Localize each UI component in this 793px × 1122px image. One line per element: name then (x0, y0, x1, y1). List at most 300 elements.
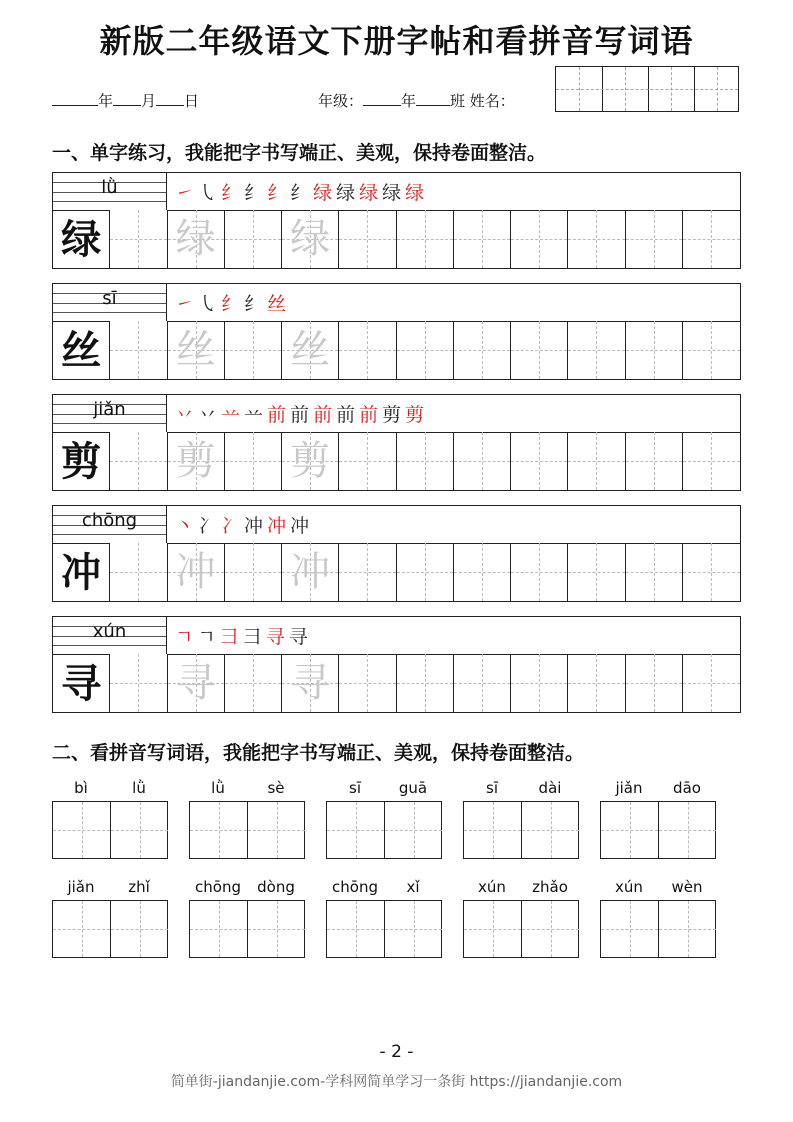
writing-cell[interactable] (225, 432, 282, 490)
stroke-order-sequence (175, 178, 428, 205)
word-cell[interactable] (601, 901, 658, 957)
cell-guide-h (225, 461, 281, 462)
writing-cell[interactable] (53, 654, 110, 712)
stroke-step: 绿 (405, 182, 429, 204)
cell-guide-h (397, 461, 453, 462)
word-writing-boxes[interactable] (52, 801, 168, 859)
year-label: 年 (98, 92, 114, 110)
writing-cell[interactable] (110, 210, 167, 268)
day-label: 日 (184, 92, 200, 110)
writing-cell[interactable] (511, 210, 568, 268)
word-cell-separator (384, 802, 385, 858)
pinyin-guide-line (53, 312, 166, 313)
stroke-step: 冫 (198, 515, 222, 537)
grade-blank[interactable] (363, 91, 401, 106)
cell-guide-h (601, 929, 658, 930)
writing-cell[interactable] (339, 543, 396, 601)
stroke-step: 绿 (382, 182, 406, 204)
writing-cell[interactable] (225, 654, 282, 712)
cell-guide-h (397, 239, 453, 240)
word-pinyin: zhǎo (532, 878, 568, 896)
month-label: 月 (141, 92, 157, 110)
writing-cell[interactable] (110, 432, 167, 490)
pinyin-text: jiǎn (93, 399, 126, 420)
cell-guide-h (568, 239, 624, 240)
stroke-step: 寻 (288, 626, 312, 648)
stroke-step: ㇂ (198, 293, 222, 315)
cell-guide-h (568, 350, 624, 351)
date-line (52, 90, 199, 111)
cell-guide-h (454, 239, 510, 240)
cell-guide-h (464, 929, 521, 930)
char-practice-block (52, 616, 741, 713)
footer: 简单街-jiandanjie.com-学科网简单学习一条街 https://jiandanjie.com (170, 1074, 623, 1090)
cell-guide-h (683, 461, 740, 462)
char-practice-block (52, 283, 741, 380)
stroke-order-row (167, 284, 740, 322)
writing-cell[interactable] (683, 321, 740, 379)
stroke-step: 丝 (267, 293, 291, 315)
stroke-step: 彐 (242, 626, 266, 648)
writing-cells (53, 654, 740, 712)
cell-guide-h (568, 683, 624, 684)
writing-cell[interactable] (568, 210, 625, 268)
writing-cell[interactable] (397, 654, 454, 712)
class-name-label: 班 姓名： (450, 92, 515, 110)
word-cell-separator (384, 901, 385, 957)
cell-guide-h (511, 350, 567, 351)
cell-guide-h (601, 830, 658, 831)
cell-guide-h (111, 929, 168, 930)
writing-cell[interactable] (454, 432, 511, 490)
cell-guide-h (511, 683, 567, 684)
word-group (52, 878, 168, 960)
word-pinyin: guā (398, 779, 428, 797)
word-cell[interactable] (190, 802, 247, 858)
word-cell[interactable] (601, 802, 658, 858)
writing-cell[interactable] (397, 432, 454, 490)
page-number: - 2 - (379, 1042, 414, 1062)
stroke-step: 丷 (198, 404, 222, 426)
cell-guide-h (626, 239, 682, 240)
writing-cell[interactable] (53, 543, 110, 601)
writing-cell[interactable] (511, 321, 568, 379)
word-pinyin: sè (267, 779, 285, 797)
writing-cell[interactable] (168, 321, 225, 379)
stroke-step: 丶 (175, 515, 199, 537)
char-practice-block (52, 505, 741, 602)
grade-year-label: 年 (401, 92, 417, 110)
writing-cell[interactable] (168, 654, 225, 712)
cell-guide-h (190, 929, 247, 930)
cell-guide-h (511, 572, 567, 573)
stroke-step: ㄱ (197, 626, 220, 648)
word-cell[interactable] (522, 901, 579, 957)
stroke-step: 纟 (244, 182, 268, 204)
word-cell-separator (247, 802, 248, 858)
writing-cell[interactable] (397, 210, 454, 268)
stroke-order-sequence (175, 511, 313, 538)
word-pinyin: sī (486, 779, 498, 797)
writing-cell[interactable] (225, 210, 282, 268)
cell-guide-h (110, 239, 166, 240)
name-grid-line (556, 89, 738, 90)
writing-cell[interactable] (339, 210, 396, 268)
section1-title: 一、单字练习，我能把字书写端正、美观，保持卷面整洁。 (52, 142, 547, 164)
word-pinyin: wèn (671, 878, 703, 896)
pinyin-box (53, 173, 167, 210)
page-title: 新版二年级语文下册字帖和看拼音写词语 (99, 22, 694, 60)
word-writing-boxes[interactable] (189, 801, 305, 859)
stroke-step: 剪 (382, 404, 406, 426)
stroke-step: 纟 (290, 182, 314, 204)
pinyin-box (53, 284, 167, 321)
pinyin-guide-line (53, 534, 166, 535)
trace-character: 丝 (175, 327, 216, 373)
writing-cell[interactable] (568, 432, 625, 490)
word-cell[interactable] (464, 901, 521, 957)
stroke-step: 前 (290, 404, 314, 426)
word-cell[interactable] (327, 802, 384, 858)
word-cell-separator (521, 901, 522, 957)
pinyin-text: chōng (81, 510, 138, 531)
cell-guide-h (626, 461, 682, 462)
word-pinyin: xún (478, 878, 506, 896)
stroke-order-row (167, 395, 740, 433)
cell-guide-h (190, 830, 247, 831)
writing-cell[interactable] (53, 210, 110, 268)
word-cell[interactable] (248, 901, 305, 957)
writing-cell[interactable] (454, 210, 511, 268)
stroke-step: ㇀ (175, 182, 199, 204)
cell-guide-h (397, 350, 453, 351)
pinyin-box (53, 506, 167, 543)
model-character: 寻 (61, 660, 102, 707)
pinyin-text: xún (92, 621, 127, 642)
word-writing-boxes[interactable] (600, 900, 716, 958)
writing-cell[interactable] (282, 432, 339, 490)
word-pinyin: dòng (257, 878, 295, 896)
stroke-step: 绿 (336, 182, 360, 204)
word-cell[interactable] (190, 901, 247, 957)
writing-cell[interactable] (454, 543, 511, 601)
writing-cell[interactable] (110, 543, 167, 601)
stroke-step: 䒑 (244, 404, 268, 426)
cell-guide-h (454, 461, 510, 462)
writing-cell[interactable] (168, 543, 225, 601)
word-pinyin: sī (349, 779, 361, 797)
pinyin-guide-line (53, 201, 166, 202)
trace-character: 绿 (175, 216, 216, 262)
pinyin-text: sī (102, 288, 117, 309)
word-pinyin: jiǎn (67, 878, 95, 896)
stroke-step: ㄱ (175, 626, 198, 648)
word-cell[interactable] (248, 802, 305, 858)
word-cell-separator (521, 802, 522, 858)
word-writing-boxes[interactable] (600, 801, 716, 859)
word-pinyin: dāo (673, 779, 701, 797)
name-grid[interactable] (555, 66, 739, 112)
writing-cell[interactable] (511, 654, 568, 712)
cell-guide-h (110, 461, 166, 462)
word-writing-boxes[interactable] (326, 801, 442, 859)
stroke-step: 绿 (313, 182, 337, 204)
trace-character: 剪 (290, 438, 331, 484)
stroke-step: 前 (359, 404, 383, 426)
word-pinyin: xún (615, 878, 643, 896)
writing-cell[interactable] (339, 432, 396, 490)
day-blank[interactable] (156, 91, 184, 106)
model-character: 剪 (61, 438, 102, 485)
word-cell[interactable] (111, 802, 168, 858)
writing-cell[interactable] (110, 654, 167, 712)
trace-character: 丝 (290, 327, 331, 373)
stroke-step: 纟 (267, 182, 291, 204)
trace-character: 冲 (290, 549, 331, 595)
word-cell[interactable] (522, 802, 579, 858)
cell-guide-h (248, 830, 305, 831)
writing-cell[interactable] (282, 654, 339, 712)
cell-guide-h (110, 572, 166, 573)
pinyin-box (53, 617, 167, 654)
writing-cell[interactable] (568, 654, 625, 712)
stroke-order-sequence (175, 622, 312, 649)
cell-guide-h (327, 830, 384, 831)
word-pinyin: jiǎn (615, 779, 643, 797)
cell-guide-h (385, 929, 442, 930)
cell-guide-h (626, 572, 682, 573)
stroke-step: 绿 (359, 182, 383, 204)
stroke-step: 冫 (221, 515, 245, 537)
writing-cell[interactable] (225, 543, 282, 601)
stroke-step: 前 (267, 404, 291, 426)
word-group (600, 878, 716, 960)
cell-guide-h (339, 350, 395, 351)
stroke-step: ㇂ (198, 182, 222, 204)
month-blank[interactable] (113, 91, 141, 106)
cell-guide-h (339, 683, 395, 684)
cell-guide-h (339, 461, 395, 462)
class-line (318, 90, 515, 111)
word-cell[interactable] (464, 802, 521, 858)
model-character: 绿 (61, 216, 102, 263)
word-cell-separator (247, 901, 248, 957)
cell-guide-h (626, 350, 682, 351)
word-cell-separator (658, 901, 659, 957)
stroke-order-row (167, 173, 740, 211)
writing-cell[interactable] (511, 543, 568, 601)
char-practice-block (52, 172, 741, 269)
cell-guide-h (225, 239, 281, 240)
stroke-step: 冲 (290, 515, 314, 537)
word-pinyin: lǜ (211, 779, 225, 797)
cell-guide-h (53, 929, 110, 930)
writing-cell[interactable] (168, 432, 225, 490)
stroke-step: 䒑 (221, 404, 245, 426)
writing-cells (53, 321, 740, 379)
writing-cell[interactable] (282, 321, 339, 379)
stroke-step: 纟 (221, 293, 245, 315)
word-cell[interactable] (385, 901, 442, 957)
word-group (463, 779, 579, 861)
writing-cell[interactable] (683, 543, 740, 601)
word-pinyin: chōng (332, 878, 378, 896)
cell-guide-h (522, 830, 579, 831)
writing-cell[interactable] (626, 654, 683, 712)
writing-cell[interactable] (282, 210, 339, 268)
stroke-step: 彐 (219, 626, 243, 648)
word-group (463, 878, 579, 960)
word-writing-boxes[interactable] (326, 900, 442, 958)
word-writing-boxes[interactable] (463, 801, 579, 859)
cell-guide-h (464, 830, 521, 831)
writing-cell[interactable] (626, 210, 683, 268)
cell-guide-h (454, 683, 510, 684)
word-cell[interactable] (659, 802, 716, 858)
cell-guide-h (659, 830, 716, 831)
word-group (52, 779, 168, 861)
cell-guide-h (568, 572, 624, 573)
word-cell-separator (110, 802, 111, 858)
writing-cell[interactable] (454, 654, 511, 712)
writing-cell[interactable] (683, 432, 740, 490)
cell-guide-h (683, 572, 740, 573)
writing-cell[interactable] (511, 432, 568, 490)
class-blank[interactable] (416, 91, 450, 106)
cell-guide-h (397, 572, 453, 573)
model-character: 丝 (61, 327, 102, 374)
writing-cell[interactable] (282, 543, 339, 601)
word-pinyin: chōng (195, 878, 241, 896)
pinyin-guide-line (53, 645, 166, 646)
cell-guide-h (339, 239, 395, 240)
word-pinyin: zhǐ (128, 878, 150, 896)
word-pinyin: lǜ (132, 779, 146, 797)
stroke-step: 纟 (221, 182, 245, 204)
writing-cell[interactable] (397, 543, 454, 601)
cell-guide-h (385, 830, 442, 831)
stroke-order-sequence (175, 400, 428, 427)
stroke-step: 冲 (267, 515, 291, 537)
pinyin-text: lǜ (101, 177, 118, 198)
model-character: 冲 (61, 549, 102, 596)
writing-cell[interactable] (397, 321, 454, 379)
stroke-step: 丷 (175, 404, 199, 426)
trace-character: 寻 (290, 660, 331, 706)
word-cell[interactable] (327, 901, 384, 957)
writing-cell[interactable] (626, 321, 683, 379)
writing-cell[interactable] (339, 654, 396, 712)
pinyin-box (53, 395, 167, 432)
writing-cell[interactable] (168, 210, 225, 268)
cell-guide-h (248, 929, 305, 930)
word-cell[interactable] (53, 901, 110, 957)
word-cell[interactable] (659, 901, 716, 957)
trace-character: 绿 (290, 216, 331, 262)
writing-cell[interactable] (568, 543, 625, 601)
writing-cell[interactable] (225, 321, 282, 379)
trace-character: 冲 (175, 549, 216, 595)
writing-cell[interactable] (683, 654, 740, 712)
word-group (189, 878, 305, 960)
word-cell[interactable] (111, 901, 168, 957)
writing-cell[interactable] (683, 210, 740, 268)
word-pinyin: bì (74, 779, 88, 797)
word-group (326, 779, 442, 861)
stroke-step: 纟 (244, 293, 268, 315)
word-group (326, 878, 442, 960)
writing-cell[interactable] (53, 432, 110, 490)
writing-cell[interactable] (454, 321, 511, 379)
writing-cells (53, 543, 740, 601)
stroke-order-row (167, 506, 740, 544)
cell-guide-h (53, 830, 110, 831)
word-pinyin: dài (538, 779, 562, 797)
trace-character: 寻 (175, 660, 216, 706)
word-writing-boxes[interactable] (463, 900, 579, 958)
word-pinyin: xǐ (406, 878, 420, 896)
cell-guide-h (626, 683, 682, 684)
word-writing-boxes[interactable] (52, 900, 168, 958)
cell-guide-h (225, 683, 281, 684)
cell-guide-h (225, 350, 281, 351)
cell-guide-h (568, 461, 624, 462)
cell-guide-h (683, 683, 740, 684)
cell-guide-h (327, 929, 384, 930)
word-cell-separator (658, 802, 659, 858)
word-cell[interactable] (53, 802, 110, 858)
pinyin-guide-line (53, 423, 166, 424)
trace-character: 剪 (175, 438, 216, 484)
cell-guide-h (511, 461, 567, 462)
writing-cell[interactable] (110, 321, 167, 379)
stroke-step: 前 (336, 404, 360, 426)
cell-guide-h (454, 350, 510, 351)
stroke-step: 冲 (244, 515, 268, 537)
writing-cell[interactable] (339, 321, 396, 379)
cell-guide-h (111, 830, 168, 831)
word-writing-boxes[interactable] (189, 900, 305, 958)
writing-cell[interactable] (626, 432, 683, 490)
cell-guide-h (110, 350, 166, 351)
stroke-step: 前 (313, 404, 337, 426)
cell-guide-h (659, 929, 716, 930)
cell-guide-h (339, 572, 395, 573)
cell-guide-h (454, 572, 510, 573)
cell-guide-h (522, 929, 579, 930)
cell-guide-h (683, 350, 740, 351)
cell-guide-h (397, 683, 453, 684)
writing-cells (53, 210, 740, 268)
word-group (189, 779, 305, 861)
cell-guide-h (225, 572, 281, 573)
writing-cell[interactable] (568, 321, 625, 379)
word-cell-separator (110, 901, 111, 957)
cell-guide-h (110, 683, 166, 684)
stroke-order-sequence (175, 289, 290, 316)
year-blank[interactable] (52, 91, 98, 106)
char-practice-block (52, 394, 741, 491)
word-cell[interactable] (385, 802, 442, 858)
writing-cell[interactable] (53, 321, 110, 379)
stroke-step: 剪 (405, 404, 429, 426)
writing-cell[interactable] (626, 543, 683, 601)
section2-title: 二、看拼音写词语，我能把字书写端正、美观，保持卷面整洁。 (52, 742, 585, 764)
cell-guide-h (511, 239, 567, 240)
stroke-step: ㇀ (175, 293, 199, 315)
grade-label: 年级： (318, 92, 364, 110)
stroke-order-row (167, 617, 740, 655)
